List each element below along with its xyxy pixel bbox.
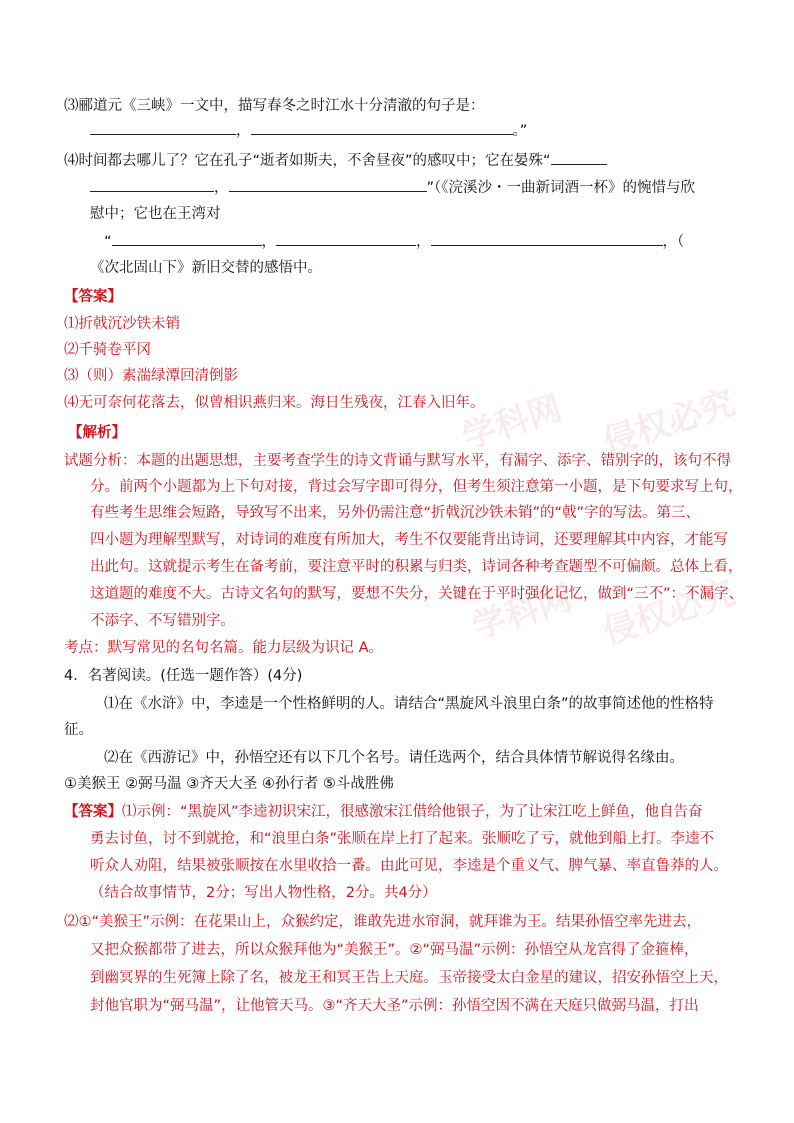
watermark: 学科网 [467, 578, 577, 648]
analysis-line: 这道题的难度不大。古诗文名句的默写，要想不失分，关键在于平时强化记忆，做到“三不”：不漏字、 [90, 586, 744, 602]
analysis-label: 【解析】 [68, 425, 126, 441]
question-4-part2: ⑵在《西游记》中，孙悟空还有以下几个名号。请任选两个，结合具体情节解说得名缘由。 [104, 750, 684, 766]
answer-label: 【答案】 [64, 289, 122, 305]
answer2-line: 又把众猴都带了进去，所以众猴拜他为“美猴王”。②“弼马温”示例：孙悟空从龙宫得了金箍棒， [90, 942, 699, 958]
answer-blank[interactable] [229, 177, 427, 192]
answer-blank[interactable] [112, 231, 262, 246]
answer2-line: 勇去讨鱼，讨不到就抢，和“浪里白条”张顺在岸上打了起来。张顺吃了亏，就他到船上打。李逵不 [90, 831, 715, 847]
watermark: 侵权必究 [598, 572, 740, 653]
answer2-line: ⑵①“美猴王”示例：在花果山上，众猴约定，谁敢先进水帘洞，就拜谁为王。结果孙悟空率先进去， [64, 914, 702, 930]
question-3-blanks: ， 。” [90, 120, 527, 141]
answer2-line: （结合故事情节，2分；写出人物性格，2分。共4分） [90, 885, 437, 901]
answer-item: ⑴折戟沉沙铁未销 [64, 316, 180, 332]
question-4-line5: 《次北固山下》新旧交替的感悟中。 [90, 260, 322, 276]
answer-blank[interactable] [90, 120, 236, 135]
kaodian: 考点：默写常见的名句名篇。能力层级为识记 A。 [64, 640, 384, 656]
question-4-prompt: ⑷时间都去哪儿了？它在孔子“逝者如斯夫，不舍昼夜”的感叹中；它在晏殊“ [64, 150, 607, 171]
analysis-line: 出此句。这就提示考生在备考前，要注意平时的积累与归类，诗词各种考查题型不可偏颇。总体上看， [90, 559, 743, 575]
question-3-prompt: ⑶郦道元《三峡》一文中，描写春冬之时江水十分清澈的句子是： [64, 98, 485, 114]
watermark: 侵权必究 [598, 382, 740, 463]
answer2-label: 【答案】 [64, 804, 122, 820]
analysis-line: 不添字、不写错别字。 [90, 613, 235, 629]
answer2-line: 到幽冥界的生死簿上除了名，被龙王和冥王告上天庭。玉帝接受太白金星的建议，招安孙悟空上天， [90, 970, 728, 986]
answer-blank[interactable] [251, 120, 513, 135]
answer-blank[interactable] [431, 231, 663, 246]
watermark: 学科网 [457, 388, 567, 458]
analysis-line: 四小题为理解型默写，对诗词的难度有所加大，考生不仅要能背出诗词，还要理解其中内容，才能写 [90, 532, 728, 548]
answer-blank[interactable] [90, 177, 214, 192]
answer-blank[interactable] [551, 150, 607, 165]
question-4-line3: 慰中；它也在王湾对 [90, 206, 221, 222]
question-4-heading: 4．名著阅读。(任选一题作答）(4分) [64, 668, 303, 684]
question-4-line4: “ ， ， ，（ [104, 231, 684, 252]
question-4-line2: ， ”（《浣溪沙・一曲新词酒一杯》的惋惜与欣 [90, 177, 695, 198]
question-4-part1: ⑴在《水浒》中，李逵是一个性格鲜明的人。请结合“黑旋风斗浪里白条”的故事简述他的性格特 [104, 696, 714, 712]
answer-item: ⑶（则）素湍绿潭回清倒影 [64, 368, 238, 384]
analysis-line: 分。前两个小题都为上下句对接，背过会写字即可得分，但考生须注意第一小题，是下句要求写上句， [90, 479, 743, 495]
question-4-options: ①美猴王 ②弼马温 ③齐天大圣 ④孙行者 ⑤斗战胜佛 [64, 776, 394, 792]
answer2-line: 封他官职为“弼马温”，让他管天马。③“齐天大圣”示例：孙悟空因不满在天庭只做弼马温，打出 [90, 998, 699, 1014]
answer-item: ⑷无可奈何花落去，似曾相识燕归来。海日生残夜，江春入旧年。 [64, 395, 485, 411]
analysis-line: 试题分析：本题的出题思想，主要考查学生的诗文背诵与默写水平，有漏字、添字、错别字的，该句不得 [64, 453, 731, 469]
answer-blank[interactable] [276, 231, 416, 246]
analysis-line: 有些考生思维会短路，导致写不出来，另外仍需注意“折戟沉沙铁未销”的“戟”字的写法。第三、 [90, 505, 701, 521]
answer2-line: 【答案】⑴示例：“黑旋风”李逵初识宋江，很感激宋江借给他银子，为了让宋江吃上鲜鱼，他自告奋 [64, 804, 703, 820]
answer-item: ⑵千骑卷平冈 [64, 342, 151, 358]
answer2-line: 听众人劝阻，结果被张顺按在水里收拾一番。由此可见，李逵是个重义气、脾气暴、率直鲁莽的人。 [90, 858, 728, 874]
question-4-part1-cont: 征。 [64, 722, 93, 738]
